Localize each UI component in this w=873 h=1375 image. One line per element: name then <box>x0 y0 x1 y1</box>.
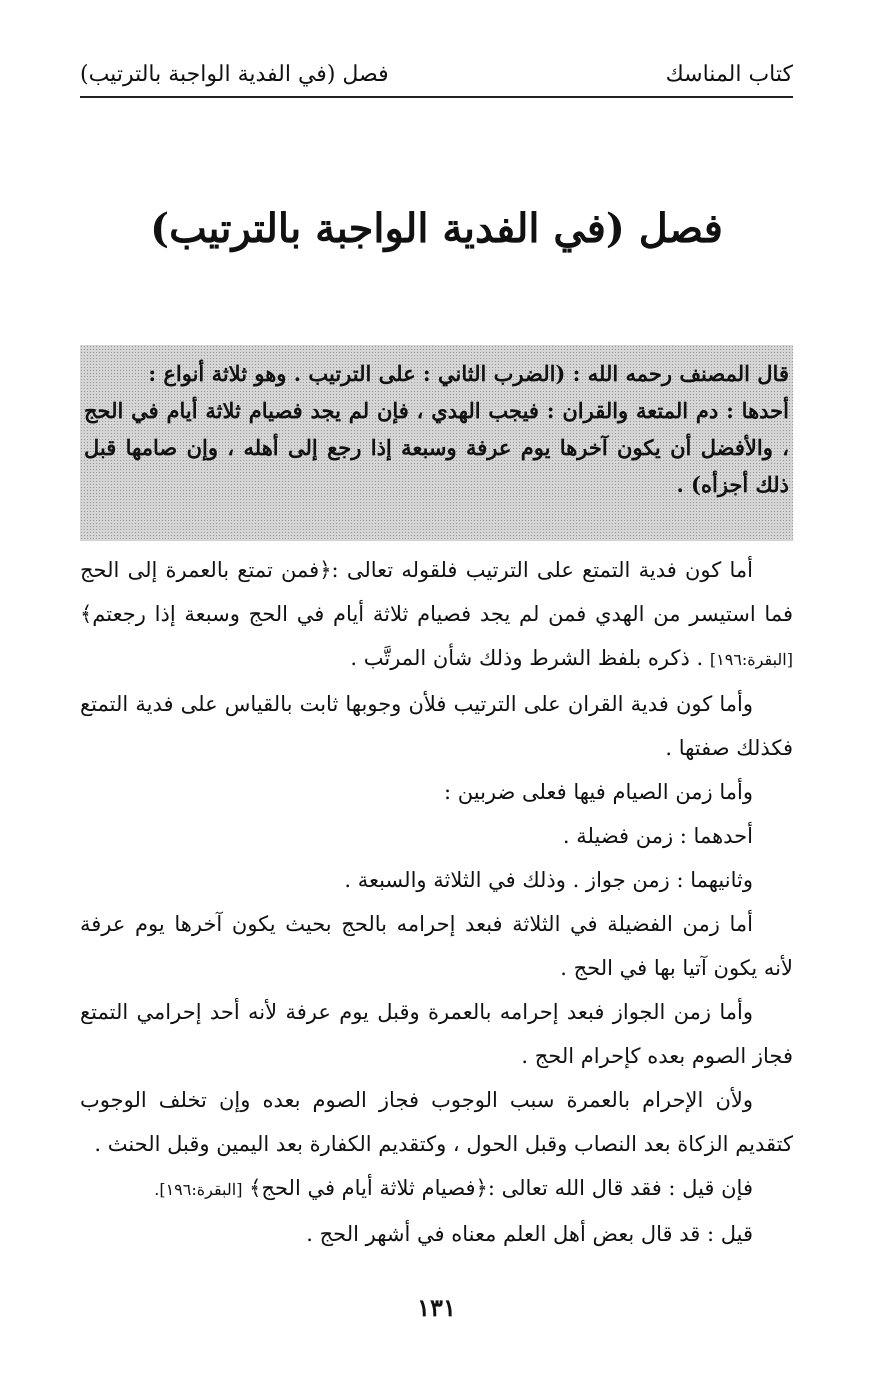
paragraph-9-text: فإن قيل : فقد قال الله تعالى : <box>487 1176 753 1200</box>
paragraph-6: أما زمن الفضيلة في الثلاثة فبعد إحرامه بالحج بحيث يكون آخرها يوم عرفة لأنه يكون آتيا بها في الحج . <box>80 912 793 980</box>
paragraph-8: ولأن الإحرام بالعمرة سبب الوجوب فجاز الصوم بعده وإن تخلف الوجوب كتقديم الزكاة بعد النصاب وقبل الحول ، وكتقديم الكفارة بعد اليمين وقبل الحنث . <box>80 1088 793 1156</box>
paragraph-4: أحدهما : زمن فضيلة . <box>562 824 753 848</box>
paragraph-1-tail: . ذكره بلفظ الشرط وذلك شأن المرتَّب . <box>350 646 704 670</box>
paragraph-1 <box>80 548 793 682</box>
paragraph-2: وأما كون فدية القران على الترتيب فلأن وجوبها ثابت بالقياس على فدية التمتع فكذلك صفتها . <box>80 692 793 760</box>
matn-shaded-box <box>80 345 793 541</box>
chapter-heading: فصل (في الفدية الواجبة بالترتيب) <box>150 205 723 252</box>
paragraph-3: وأما زمن الصيام فيها فعلى ضربين : <box>444 780 753 804</box>
page-number: ١٣١ <box>417 1293 456 1322</box>
quran-quote-2: ﴿فصيام ثلاثة أيام في الحج﴾ <box>249 1176 488 1200</box>
matn-line-2: أحدها : دم المتعة والقران : فيجب الهدي ، فإن لم يجد فصيام ثلاثة أيام في الحج ، والأفضل أن يكون آخرها يوم عرفة وسبعة إذا رجع إلى أهله ، وإن صامها قبل ذلك أجزأه) . <box>84 398 789 497</box>
paragraph-9 <box>80 1166 793 1212</box>
quran-reference-1: [البقرة:١٩٦] <box>709 650 793 669</box>
quran-quote-1: ﴿فمن تمتع بالعمرة إلى الحج فما استيسر من الهدي فمن لم يجد فصيام ثلاثة أيام في الحج وسبعة إذا رجعتم﴾ <box>80 558 793 626</box>
commentary-body <box>80 548 793 1256</box>
paragraph-7: وأما زمن الجواز فبعد إحرامه بالعمرة وقبل يوم عرفة لأنه أحد إحرامي التمتع فجاز الصوم بعده كإحرام الحج . <box>80 1000 793 1068</box>
running-header <box>80 52 793 98</box>
matn-line-1: قال المصنف رحمه الله : (الضرب الثاني : على الترتيب . وهو ثلاثة أنواع : <box>148 361 789 386</box>
header-chapter-title: فصل (في الفدية الواجبة بالترتيب) <box>80 61 389 87</box>
quran-reference-2: [البقرة:١٩٦]. <box>154 1180 243 1199</box>
paragraph-5: وثانيهما : زمن جواز . وذلك في الثلاثة والسبعة . <box>344 868 753 892</box>
paragraph-10: قيل : قد قال بعض أهل العلم معناه في أشهر الحج . <box>306 1222 753 1246</box>
paragraph-1-text: أما كون فدية التمتع على الترتيب فلقوله تعالى : <box>331 558 753 582</box>
header-book-title: كتاب المناسك <box>665 61 793 87</box>
